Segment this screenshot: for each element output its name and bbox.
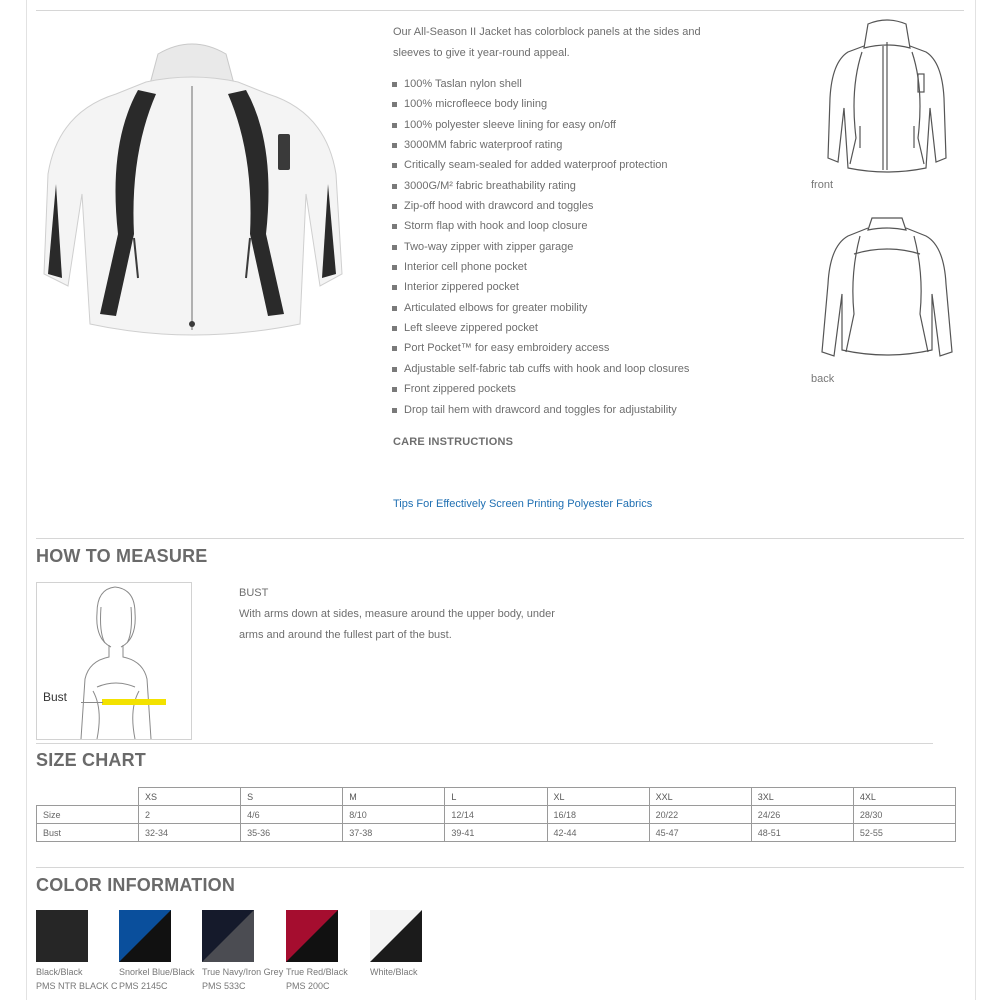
column-header: L bbox=[445, 788, 547, 806]
table-cell: 24/26 bbox=[751, 806, 853, 824]
feature-item: Left sleeve zippered pocket bbox=[391, 318, 689, 338]
feature-item: Adjustable self-fabric tab cuffs with hook and loop closures bbox=[391, 359, 689, 379]
bullet-icon bbox=[392, 367, 397, 372]
table-cell: 35-36 bbox=[241, 824, 343, 842]
feature-item: 100% microfleece body lining bbox=[391, 94, 689, 114]
color-information-title: COLOR INFORMATION bbox=[36, 875, 236, 895]
bullet-icon bbox=[392, 387, 397, 392]
bullet-icon bbox=[392, 204, 397, 209]
feature-item: 100% Taslan nylon shell bbox=[391, 74, 689, 94]
table-cell: 2 bbox=[139, 806, 241, 824]
bullet-icon bbox=[392, 346, 397, 351]
bust-pointer-line bbox=[81, 702, 103, 703]
bullet-icon bbox=[392, 184, 397, 189]
bust-description: With arms down at sides, measure around the upper body, under arms and around the fullest part of the bust. bbox=[239, 608, 555, 641]
jacket-photo bbox=[38, 24, 346, 346]
bust-heading: BUST bbox=[239, 587, 269, 599]
column-header: XL bbox=[547, 788, 649, 806]
column-header: 4XL bbox=[853, 788, 955, 806]
divider-colors bbox=[36, 867, 964, 868]
feature-item: 3000G/M² fabric breathability rating bbox=[391, 176, 689, 196]
column-header: XXL bbox=[649, 788, 751, 806]
measure-figure bbox=[36, 582, 192, 740]
bullet-icon bbox=[392, 306, 397, 311]
table-cell: 12/14 bbox=[445, 806, 547, 824]
feature-item: Interior zippered pocket bbox=[391, 277, 689, 297]
feature-item: 3000MM fabric waterproof rating bbox=[391, 135, 689, 155]
feature-item: Critically seam-sealed for added waterproof protection bbox=[391, 155, 689, 175]
swatch-name: White/Black bbox=[370, 967, 418, 977]
screen-printing-tips-link[interactable]: Tips For Effectively Screen Printing Polyester Fabrics bbox=[393, 498, 653, 510]
care-instructions-heading: CARE INSTRUCTIONS bbox=[393, 436, 514, 448]
table-cell: 42-44 bbox=[547, 824, 649, 842]
bullet-icon bbox=[392, 326, 397, 331]
how-to-measure-title: HOW TO MEASURE bbox=[36, 546, 208, 566]
bullet-icon bbox=[392, 82, 397, 87]
bullet-icon bbox=[392, 224, 397, 229]
front-sketch-label: front bbox=[811, 179, 834, 191]
feature-item: Storm flap with hook and loop closure bbox=[391, 216, 689, 236]
column-header: 3XL bbox=[751, 788, 853, 806]
row-label: Size bbox=[37, 806, 139, 824]
table-cell: 28/30 bbox=[853, 806, 955, 824]
table-corner-cell bbox=[37, 788, 139, 806]
color-swatch[interactable] bbox=[202, 910, 254, 962]
color-swatch[interactable] bbox=[370, 910, 422, 962]
table-cell: 32-34 bbox=[139, 824, 241, 842]
table-row bbox=[37, 806, 956, 824]
bullet-icon bbox=[392, 285, 397, 290]
feature-item: 100% polyester sleeve lining for easy on/off bbox=[391, 115, 689, 135]
feature-list bbox=[391, 74, 689, 420]
table-cell: 48-51 bbox=[751, 824, 853, 842]
bullet-icon bbox=[392, 102, 397, 107]
column-header: M bbox=[343, 788, 445, 806]
size-chart-table bbox=[36, 787, 956, 842]
feature-item: Interior cell phone pocket bbox=[391, 257, 689, 277]
feature-item: Front zippered pockets bbox=[391, 379, 689, 399]
divider-measure bbox=[36, 538, 964, 539]
table-cell: 45-47 bbox=[649, 824, 751, 842]
table-cell: 16/18 bbox=[547, 806, 649, 824]
feature-item: Port Pocket™ for easy embroidery access bbox=[391, 338, 689, 358]
bullet-icon bbox=[392, 245, 397, 250]
jacket-front-sketch bbox=[826, 18, 948, 176]
bullet-icon bbox=[392, 265, 397, 270]
swatch-name: Black/Black bbox=[36, 967, 83, 977]
table-cell: 8/10 bbox=[343, 806, 445, 824]
swatch-pms: PMS 533C bbox=[202, 981, 246, 991]
swatch-pms: PMS 2145C bbox=[119, 981, 168, 991]
feature-item: Articulated elbows for greater mobility bbox=[391, 298, 689, 318]
table-cell: 4/6 bbox=[241, 806, 343, 824]
swatch-name: True Navy/Iron Grey bbox=[202, 967, 284, 977]
column-header: XS bbox=[139, 788, 241, 806]
product-intro: Our All-Season II Jacket has colorblock panels at the sides and sleeves to give it year-round appeal. bbox=[393, 26, 701, 59]
bust-highlight bbox=[102, 699, 166, 705]
back-sketch-label: back bbox=[811, 373, 835, 385]
table-cell: 37-38 bbox=[343, 824, 445, 842]
swatch-name: True Red/Black bbox=[286, 967, 348, 977]
row-label: Bust bbox=[37, 824, 139, 842]
table-cell: 39-41 bbox=[445, 824, 547, 842]
size-chart-title: SIZE CHART bbox=[36, 750, 146, 770]
jacket-back-sketch bbox=[820, 214, 954, 360]
feature-item: Zip-off hood with drawcord and toggles bbox=[391, 196, 689, 216]
bust-figure-label: Bust bbox=[43, 690, 68, 704]
table-cell: 52-55 bbox=[853, 824, 955, 842]
swatch-pms: PMS 200C bbox=[286, 981, 330, 991]
woman-outline-figure bbox=[37, 583, 191, 739]
divider-size-chart bbox=[36, 743, 933, 744]
color-swatch[interactable] bbox=[119, 910, 171, 962]
swatch-pms: PMS NTR BLACK C bbox=[36, 981, 118, 991]
color-swatch[interactable] bbox=[36, 910, 88, 962]
top-divider bbox=[36, 10, 964, 11]
color-swatch[interactable] bbox=[286, 910, 338, 962]
column-header: S bbox=[241, 788, 343, 806]
bullet-icon bbox=[392, 143, 397, 148]
bullet-icon bbox=[392, 163, 397, 168]
table-row bbox=[37, 824, 956, 842]
feature-item: Two-way zipper with zipper garage bbox=[391, 237, 689, 257]
swatch-name: Snorkel Blue/Black bbox=[119, 967, 195, 977]
bullet-icon bbox=[392, 123, 397, 128]
bullet-icon bbox=[392, 408, 397, 413]
table-header-row bbox=[37, 788, 956, 806]
feature-item: Drop tail hem with drawcord and toggles for adjustability bbox=[391, 400, 689, 420]
table-cell: 20/22 bbox=[649, 806, 751, 824]
